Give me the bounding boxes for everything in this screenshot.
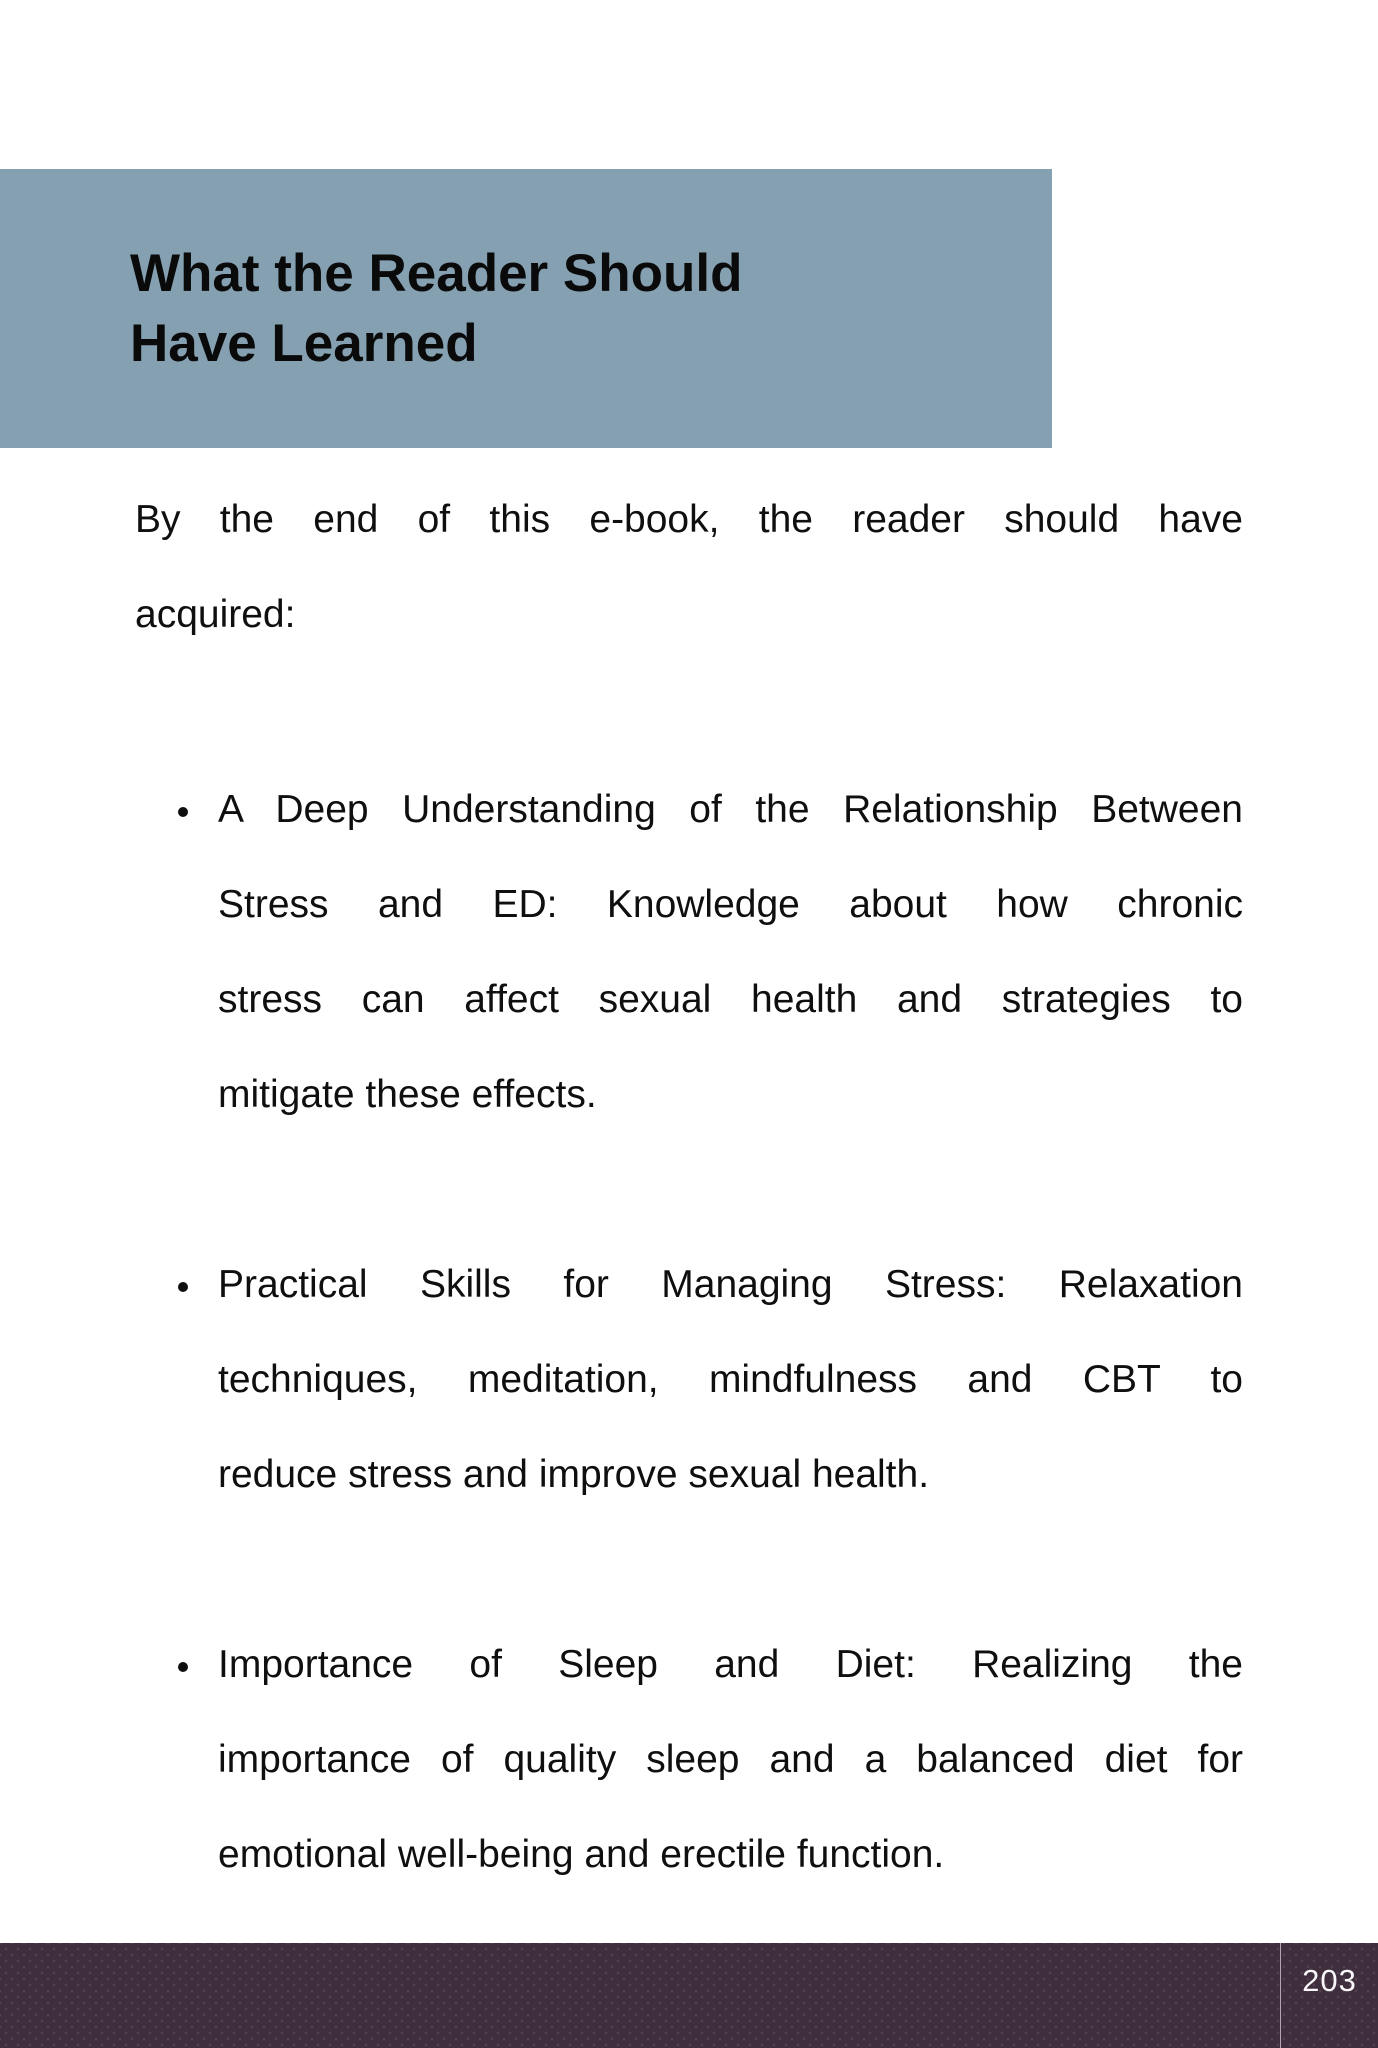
- text-line: By the end of this e-book, the reader should have: [135, 498, 1243, 541]
- page-title: What the Reader Should Have Learned: [130, 243, 743, 373]
- learning-points-list: [135, 762, 1243, 1902]
- text-line: Importance of Sleep and Diet: Realizing the: [218, 1643, 1243, 1686]
- text-line: techniques, meditation, mindfulness and CBT to: [218, 1358, 1243, 1401]
- text-line: A Deep Understanding of the Relationship Between: [218, 788, 1243, 831]
- text-line: stress can affect sexual health and strategies to: [218, 978, 1243, 1021]
- page-number: 203: [1302, 1963, 1357, 1998]
- list-item: [135, 1237, 1243, 1522]
- bullet-icon: [178, 1282, 188, 1292]
- bullet-icon: [178, 807, 188, 817]
- text-line: Practical Skills for Managing Stress: Relaxation: [218, 1263, 1243, 1306]
- list-item: [135, 762, 1243, 1142]
- chapter-title-banner: [0, 169, 1052, 448]
- page-content: [0, 448, 1378, 1902]
- text-line: emotional well-being and erectile function.: [218, 1833, 945, 1876]
- text-line: acquired:: [135, 593, 296, 636]
- page-footer: [0, 1943, 1378, 2048]
- list-item: [135, 1617, 1243, 1902]
- bullet-icon: [178, 1662, 188, 1672]
- intro-paragraph: [135, 472, 1243, 662]
- text-line: importance of quality sleep and a balanced diet for: [218, 1738, 1243, 1781]
- text-line: mitigate these effects.: [218, 1073, 597, 1116]
- text-line: Stress and ED: Knowledge about how chronic: [218, 883, 1243, 926]
- text-line: reduce stress and improve sexual health.: [218, 1453, 930, 1496]
